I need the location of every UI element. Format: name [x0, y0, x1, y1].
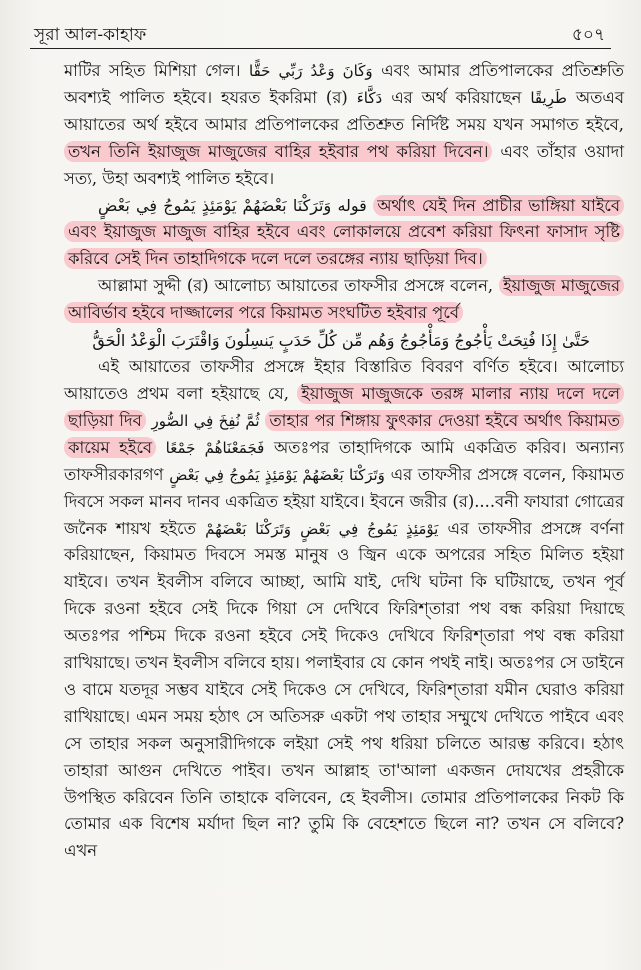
highlighted-text: ইয়াজুজ মাজুজকে তরঙ্গ মালার ন্যায় দলে দলে ছাড়িয়া দিব	[64, 383, 624, 431]
text-run: আল্লামা সুদ্দী (র) আলোচ্য আয়াতের তাফসীর প্রসঙ্গে বলেন,	[98, 276, 494, 296]
page-number: ৫০৭	[571, 25, 605, 45]
arabic-quote: فَجَمَعْنَاهُمْ جَمْعًا	[165, 438, 265, 457]
arabic-verse: حَتَّىٰ إِذَا فُتِحَتْ يَأْجُوجُ وَمَأْجُوجُ وَهُم مِّن كُلِّ حَدَبٍ يَنسِلُونَ وَاقْتَرَبَ الْوَعْدُ الْحَقُّ	[92, 331, 590, 351]
arabic-quote: وَكَانَ وَعْدُ رَبِّي حَقًّا	[249, 62, 373, 80]
paragraph-4	[64, 354, 624, 865]
highlighted-text: তাহার পর শিঙ্গায় ফুৎকার দেওয়া হইবে অর্থাৎ কিয়ামত কায়েম হইবে	[64, 410, 624, 458]
highlighted-text: অর্থাৎ যেই দিন প্রাচীর ভাঙ্গিয়া যাইবে এবং ইয়াজুজ মাজুজ বাহির হইবে এবং লোকালয়ে প্রবেশ করিয়া ফিৎনা ফাসাদ সৃষ্টি করিবে সেই দিন তাহাদিগকে দলে দলে তরঙ্গের ন্যায় ছাড়িয়া দিব।	[64, 195, 624, 270]
paragraph-3	[64, 273, 624, 354]
arabic-quote: وَتَرَكْنَا بَعْضَهُمْ يَوْمَئِذٍ يَمُوجُ فِي بَعْضٍ	[169, 465, 385, 484]
highlighted-text: তখন তিনি ইয়াজুজ মাজুজের বাহির হইবার পথ করিয়া দিবেন।	[64, 141, 492, 162]
highlighted-text: ইয়াজুজ মাজুজের আবির্ভাব হইবে দাজ্জালের পরে কিয়ামত সংঘটিত হইবার পূর্বে	[64, 275, 624, 323]
text-run: অতঃপর তাহাদিগকে আমি একত্রিত করিব। অন্যান্য তাফসীরকারগণ	[64, 437, 624, 484]
text-run: এবং আমার প্রতিপালকের প্রতিশ্রুতি অবশ্যই পালিত হইবে। হযরত ইকরিমা (র)	[64, 61, 624, 107]
text-run: এর তাফসীর প্রসঙ্গে বর্ণনা করিয়াছেন, কিয়ামত দিবসে সমস্ত মানুষ ও জ্বিন একে অপরের সহিত মিলিত হইয়া যাইবে। তখন ইবলীস বলিবে আচ্ছা, আমি যাই, দেখি ঘটনা কি ঘটিয়াছে, তখন পূর্ব দিকে রওনা হইবে সেই দিকে গিয়া সে দেখিবে ফিরিশ্‌তারা পথ বন্ধ করিয়া দিয়াছে অতঃপর পশ্চিম দিকে রওনা হইবে সেই দিকেও দেখিবে ফিরিশ্‌তারা পথ বন্ধ করিয়া রাখিয়াছে। তখন ইবলীস বলিবে হায়। পলাইবার যে কোন পথই নাই। অতঃপর সে ডাইনে ও বামে যতদূর সম্ভব যাইবে সেই দিকেও সে দেখিবে, ফিরিশ্‌তারা যমীন ঘেরাও করিয়া রাখিয়াছে। এমন সময় হঠাৎ সে অতিসরু একটা পথ তাহার সম্মুখে দেখিতে পাইবে এবং সে তাহার সকল অনুসারীদিগকে লইয়া সেই পথ ধরিয়া চলিতে আরম্ভ করিবে। হঠাৎ তাহারা আগুন দেখিতে পাইব। তখন আল্লাহ তা'আলা একজন দোযখের প্রহরীকে উপস্থিত করিবেন তিনি তাহাকে বলিবেন, হে ইবলীস। তোমার প্রতিপালকের নিকট কি তোমার এক বিশেষ মর্যাদা ছিল না? তুমি কি বেহেশতে ছিলে না? তখন সে বলিবে? এখন	[64, 518, 624, 861]
text-run: এর তাফসীর প্রসঙ্গে বলেন, কিয়ামত দিবসে সকল মানব দানব একত্রিত হইয়া যাইবে। ইবনে জরীর (র)....বনী ফাযারা গোত্রের জনৈক শায়খ হইতে	[64, 464, 625, 538]
paragraph-2	[64, 193, 624, 274]
text-run: অতএব আয়াতের অর্থ হইবে আমার প্রতিপালকের প্রতিশ্রুত নির্দিষ্ট সময় যখন সমাগত হইবে,	[64, 87, 625, 134]
surah-title: সূরা আল-কাহাফ	[34, 25, 147, 45]
page-header	[30, 10, 611, 49]
arabic-quote: يَوْمَئِذٍ يَمُوجُ فِي بَعْضٍ	[300, 519, 439, 538]
arabic-quote: قوله وَتَرَكْنَا بَعْضَهُمْ يَوْمَئِذٍ يَمُوجُ فِي بَعْضٍ	[98, 195, 367, 215]
text-run: এর অর্থ করিয়াছেন	[391, 87, 522, 107]
page-body	[64, 58, 624, 865]
text-run: মাটির সহিত মিশিয়া গেল।	[64, 61, 241, 80]
arabic-quote: وَتَرَكْنَا بَعْضَهُمْ	[205, 519, 292, 538]
arabic-word: دَكَّاءَ	[356, 88, 383, 107]
text-run: এই আয়াতের তাফসীর প্রসঙ্গে ইহার বিস্তারিত বিবরণ বর্ণিত হইবে। আলোচ্য আয়াতেও প্রথম বলা হইয়াছে যে,	[64, 357, 624, 403]
arabic-word: طَرِيقًا	[530, 88, 567, 107]
arabic-quote: ثُمَّ نُفِخَ فِي الصُّورِ	[151, 411, 260, 430]
paragraph-1	[64, 58, 624, 193]
text-run: এবং তাঁহার ওয়াদা সত্য, উহা অবশ্যই পালিত হইবে।	[64, 141, 624, 188]
